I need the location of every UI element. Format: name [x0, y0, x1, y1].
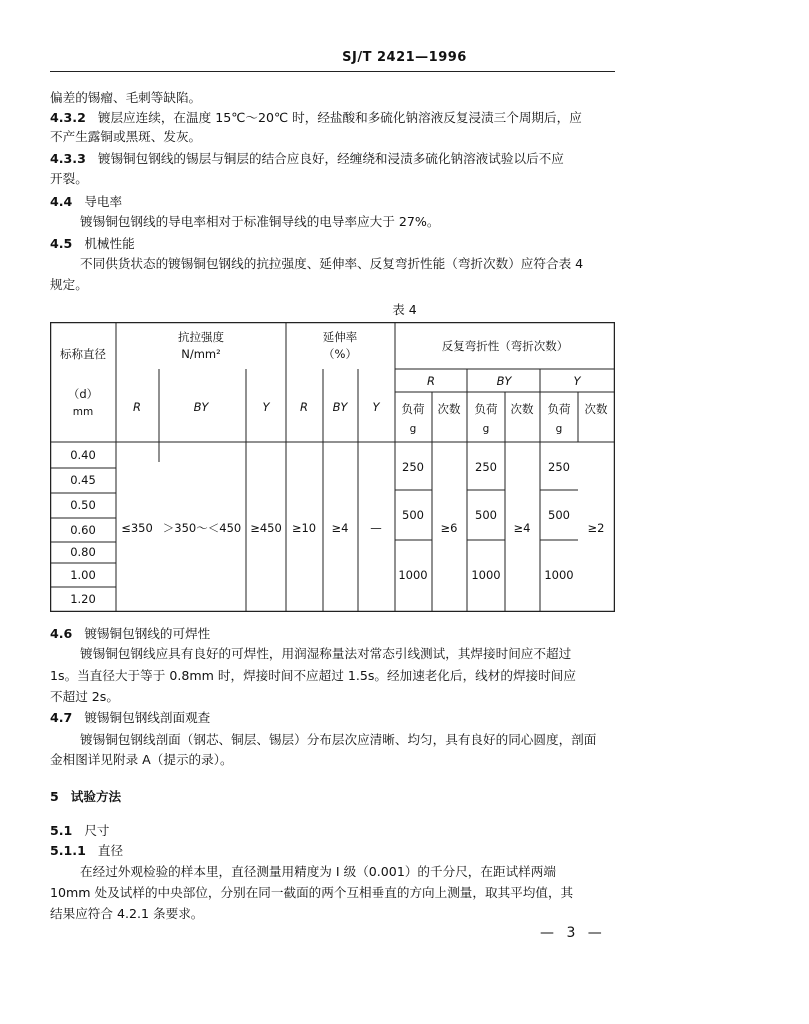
header-diameter-symbol: （d） — [67, 387, 99, 401]
load-unit-R: g — [409, 423, 417, 435]
tensile-value-R: ≤350 — [121, 521, 153, 535]
section-title: 直径 — [97, 843, 124, 858]
header-rule — [50, 71, 615, 72]
times-header-BY: 次数 — [510, 402, 534, 416]
section-5-1-1-text-line3: 结果应符合 4.2.1 条要求。 — [50, 906, 204, 921]
section-5-1-1-text-line2: 10mm 处及试样的中央部位，分别在同一截面的两个互相垂直的方向上测量，取其平均值，其 — [50, 885, 574, 900]
section-title: 机械性能 — [84, 236, 135, 251]
load-value-BY: 1000 — [471, 568, 501, 582]
clause-4-3-2 — [50, 110, 618, 126]
header-repeated-bending: 反复弯折性（弯折次数） — [441, 339, 569, 353]
section-title: 导电率 — [84, 194, 123, 209]
clause-number: 4.3.3 — [50, 151, 86, 166]
elongation-sub-BY: BY — [332, 400, 348, 414]
section-number: 5 — [50, 789, 59, 804]
section-title: 镀锡铜包钢线的可焊性 — [84, 626, 211, 641]
clause-text: 镀层应连续，在温度 15℃～20℃ 时，经盐酸和多硫化钠溶液反复浸渍三个周期后，应 — [97, 110, 582, 125]
section-4-5-text-line2: 规定。 — [50, 277, 88, 292]
section-4-6-text-line2: 1s。当直径大于等于 0.8mm 时，焊接时间不应超过 1.5s。经加速老化后，线材的焊接时间应 — [50, 668, 576, 683]
section-4-6-text-line3: 不超过 2s。 — [50, 689, 119, 704]
header-diameter: 标称直径 — [60, 347, 106, 361]
load-header-R: 负荷 — [401, 402, 425, 416]
section-title: 试验方法 — [70, 789, 122, 804]
elongation-value-R: ≥10 — [291, 521, 317, 535]
clause-4-3-3 — [50, 151, 618, 167]
times-header-Y: 次数 — [584, 402, 608, 416]
tensile-sub-Y: Y — [262, 400, 270, 414]
page-number: — 3 — — [540, 925, 606, 941]
load-unit-BY: g — [482, 423, 490, 435]
section-4-6-heading — [50, 626, 618, 642]
section-number: 4.5 — [50, 236, 73, 251]
section-number: 4.7 — [50, 710, 73, 725]
section-title: 镀锡铜包钢线剖面观查 — [84, 710, 211, 725]
header-elongation: 延伸率 — [322, 330, 358, 344]
section-5-1-1-text-line1: 在经过外观检验的样本里，直径测量用精度为 Ⅰ 级（0.001）的千分尺，在距试样两端 — [80, 864, 556, 879]
section-4-5-text-line1: 不同供货状态的镀锡铜包钢线的抗拉强度、延伸率、反复弯折性能（弯折次数）应符合表 4 — [80, 256, 584, 271]
clause-4-3-2-line2: 不产生露铜或黑斑、发灰。 — [50, 129, 202, 144]
load-value-R: 500 — [402, 508, 424, 522]
diameter-cell: 0.40 — [70, 448, 96, 462]
section-title: 尺寸 — [84, 823, 110, 838]
load-value-Y: 250 — [548, 460, 570, 474]
section-number: 5.1 — [50, 823, 73, 838]
header-tensile: 抗拉强度 — [178, 330, 224, 344]
bend-sub-R: R — [427, 374, 435, 388]
table-grid — [50, 322, 615, 612]
section-5-heading — [50, 789, 618, 805]
header-tensile-unit: N/mm² — [181, 347, 221, 361]
times-value-Y: ≥2 — [587, 521, 605, 535]
diameter-cell: 0.50 — [70, 498, 96, 512]
section-4-4-text: 镀锡铜包钢线的导电率相对于标准铜导线的电导率应大于 27%。 — [80, 214, 440, 229]
table-caption: 表 4 — [392, 302, 417, 317]
load-value-Y: 500 — [548, 508, 570, 522]
load-value-R: 1000 — [398, 568, 428, 582]
diameter-cell: 0.60 — [70, 523, 96, 537]
load-value-Y: 1000 — [544, 568, 574, 582]
times-value-R: ≥6 — [440, 521, 458, 535]
clause-4-3-3-line2: 开裂。 — [50, 171, 88, 186]
load-header-Y: 负荷 — [547, 402, 571, 416]
bend-sub-Y: Y — [573, 374, 581, 388]
load-value-BY: 500 — [475, 508, 497, 522]
elongation-value-Y: — — [370, 521, 382, 535]
times-header-R: 次数 — [437, 402, 461, 416]
section-number: 5.1.1 — [50, 843, 86, 858]
diameter-cell: 0.45 — [70, 473, 96, 487]
table-4 — [50, 322, 615, 612]
section-4-6-text-line1: 镀锡铜包钢线应具有良好的可焊性，用润湿称量法对常态引线测试，其焊接时间应不超过 — [80, 646, 572, 661]
tensile-value-BY: ＞350～＜450 — [162, 521, 242, 535]
elongation-value-BY: ≥4 — [331, 521, 349, 535]
clause-number: 4.3.2 — [50, 110, 86, 125]
load-unit-Y: g — [555, 423, 563, 435]
section-number: 4.6 — [50, 626, 73, 641]
section-4-4-heading — [50, 194, 618, 210]
paragraph-continuation: 偏差的锡瘤、毛刺等缺陷。 — [50, 90, 202, 105]
section-5-1-heading — [50, 823, 618, 839]
tensile-sub-BY: BY — [193, 400, 209, 414]
tensile-sub-R: R — [133, 400, 141, 414]
standard-number-header: SJ/T 2421—1996 — [342, 50, 467, 65]
section-number: 4.4 — [50, 194, 73, 209]
section-4-5-heading — [50, 236, 618, 252]
header-diameter-unit: mm — [72, 406, 94, 418]
load-header-BY: 负荷 — [474, 402, 498, 416]
diameter-cell: 1.20 — [70, 592, 96, 606]
section-4-7-text-line1: 镀锡铜包钢线剖面（钢芯、铜层、锡层）分布层次应清晰、均匀，具有良好的同心圆度，剖面 — [80, 732, 597, 747]
elongation-sub-R: R — [300, 400, 308, 414]
header-elongation-unit: （%） — [323, 347, 357, 361]
section-5-1-1-heading — [50, 843, 618, 859]
load-value-R: 250 — [402, 460, 424, 474]
load-value-BY: 250 — [475, 460, 497, 474]
bend-sub-BY: BY — [496, 374, 512, 388]
diameter-cell: 1.00 — [70, 568, 96, 582]
clause-text: 镀锡铜包钢线的锡层与铜层的结合应良好，经缠绕和浸渍多硫化钠溶液试验以后不应 — [97, 151, 564, 166]
section-4-7-heading — [50, 710, 618, 726]
tensile-value-Y: ≥450 — [250, 521, 282, 535]
section-4-7-text-line2: 金相图详见附录 A（提示的录）。 — [50, 752, 233, 767]
diameter-cell: 0.80 — [70, 545, 96, 559]
times-value-BY: ≥4 — [513, 521, 531, 535]
elongation-sub-Y: Y — [372, 400, 380, 414]
